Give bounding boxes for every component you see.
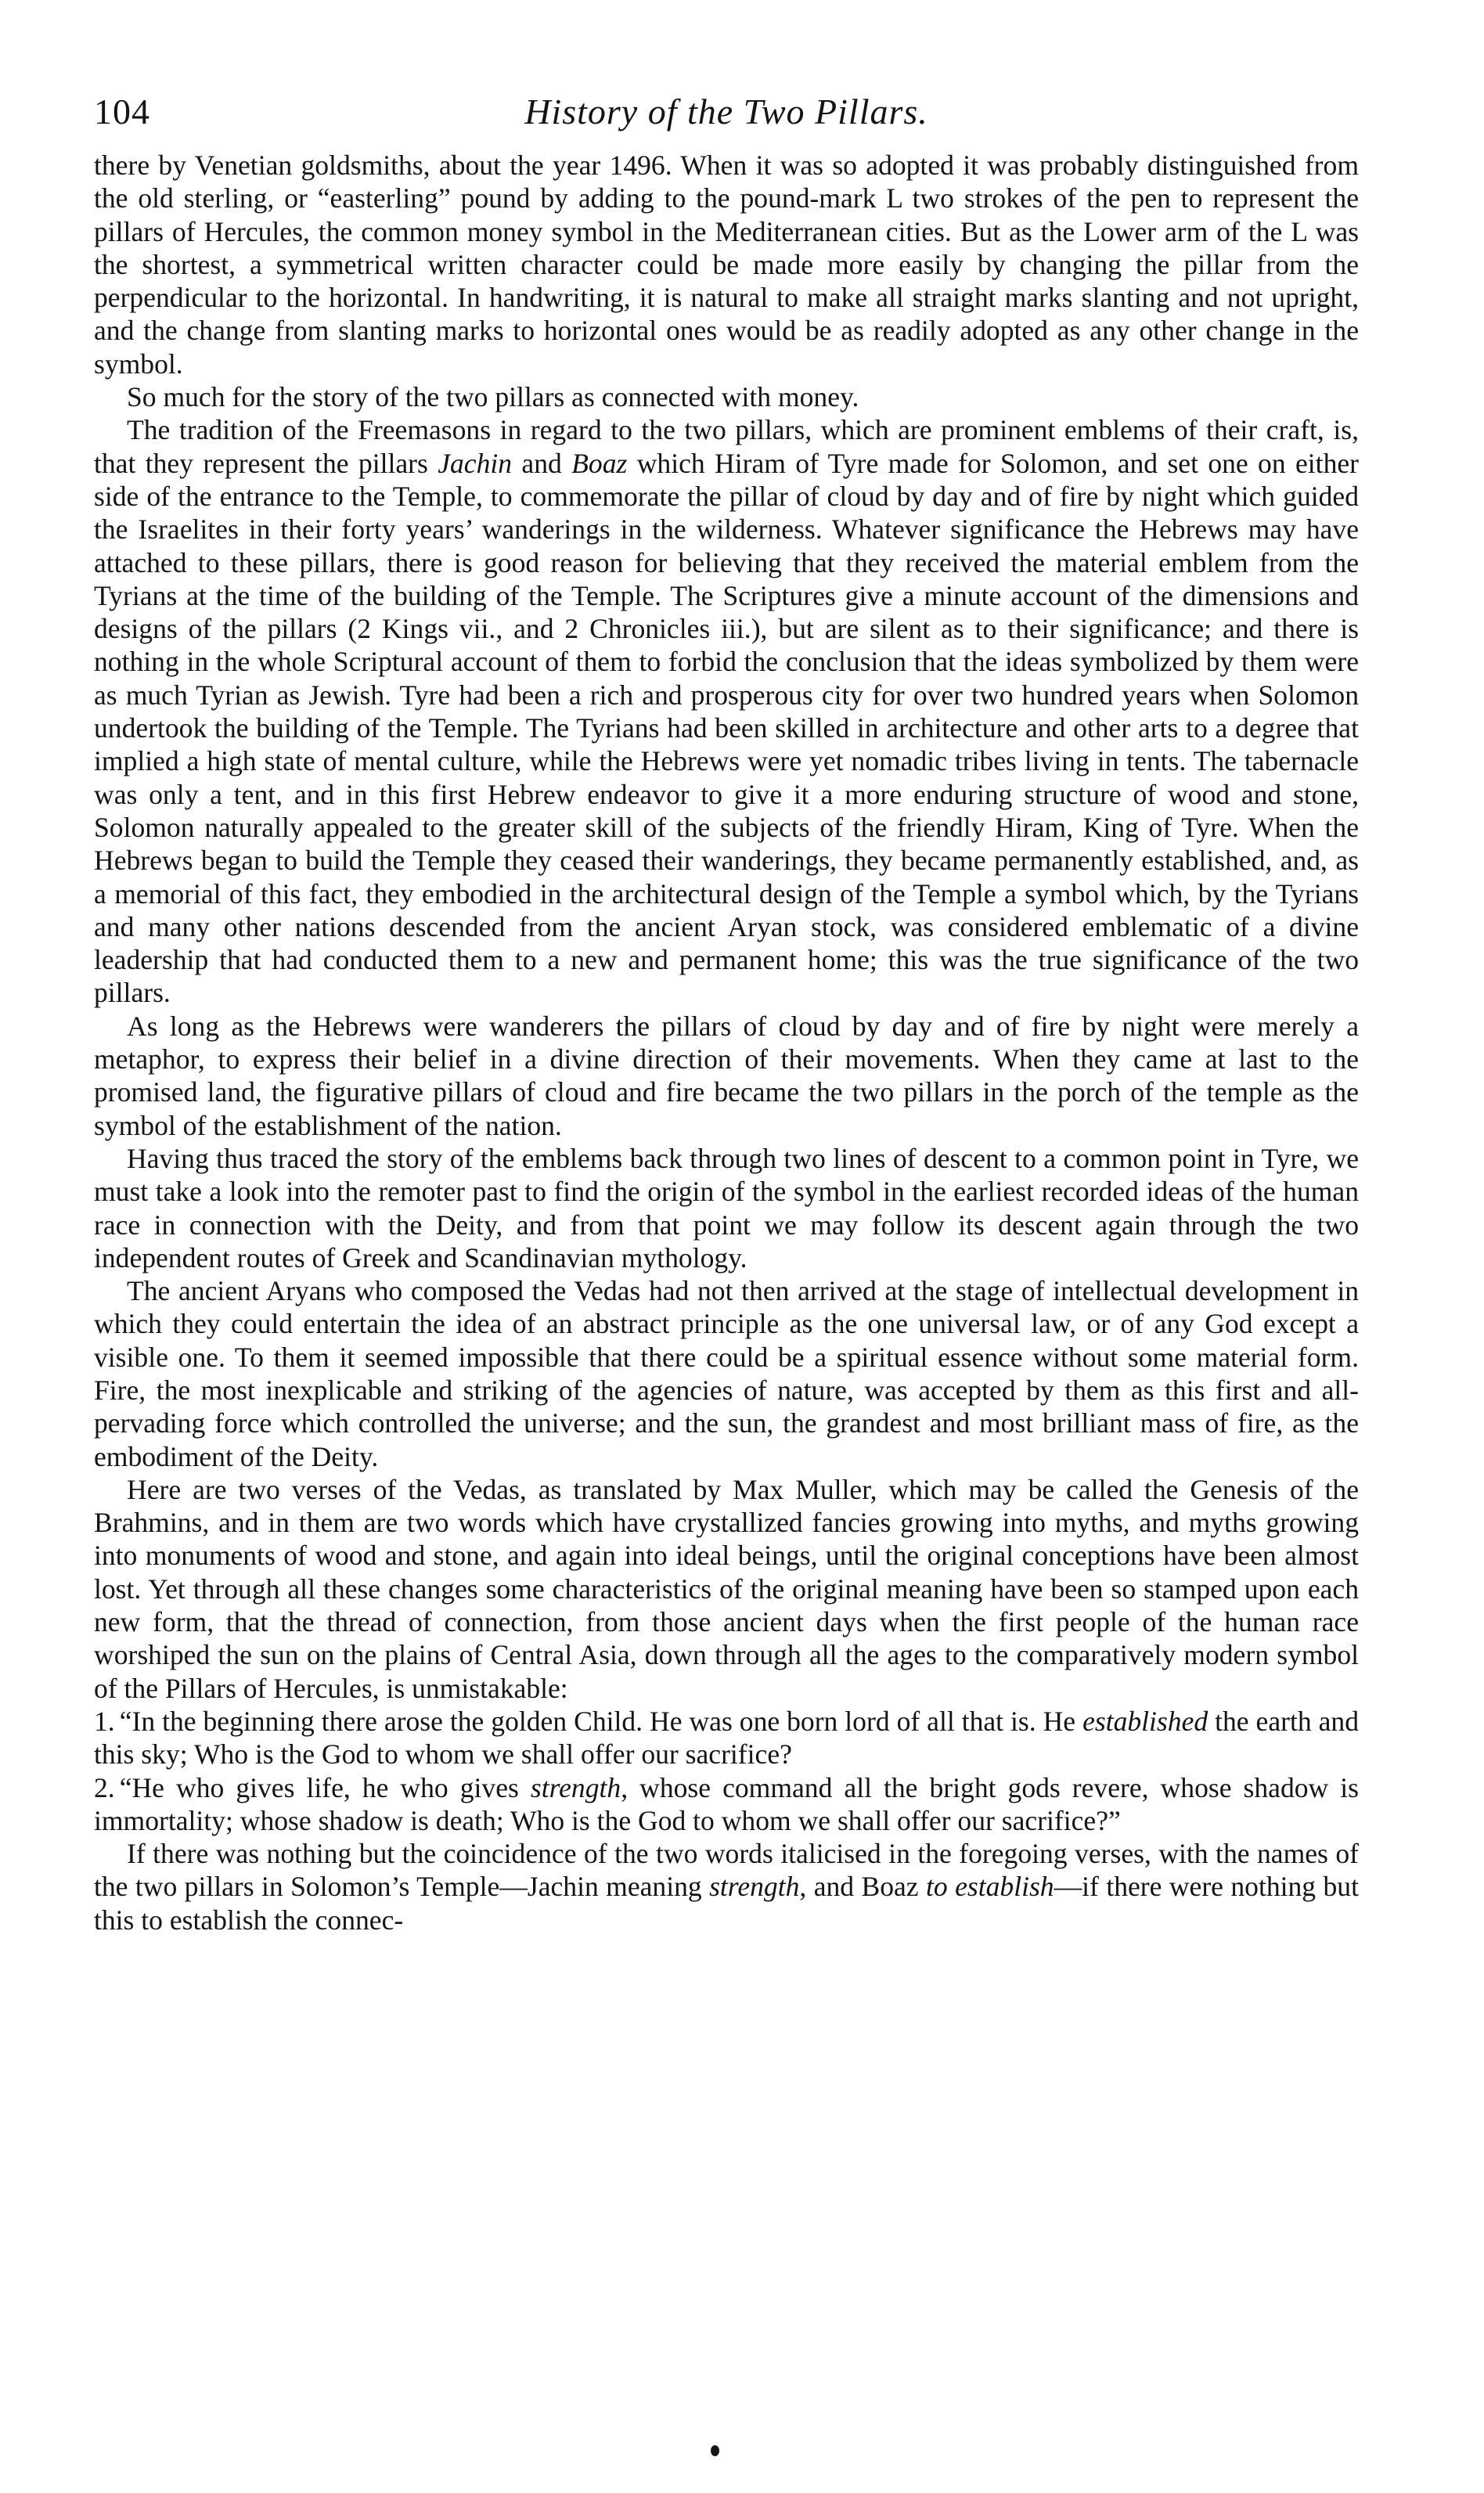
italic-term-strength: strength: [530, 1771, 621, 1803]
italic-term-boaz: Boaz: [571, 447, 628, 479]
text-run: and: [512, 447, 572, 479]
verse-number: 1.: [94, 1705, 115, 1737]
running-title: History of the Two Pillars.: [524, 92, 928, 131]
paragraph-vedas-verses-intro: Here are two verses of the Vedas, as translated by Max Muller, which may be called the Genesis of the Brahmins, and in them are two words which have crystallized fancies growing into myths, and myths growing into monuments of wood and stone, and again into ideal beings, until the original conceptions have been almost lost. Yet through all these changes some characteristics of the original meaning have been so stamped upon each new form, that the thread of connection, from those ancient days when the first people of the human race worshiped the sun on the plains of Central Asia, down through all the ages to the comparatively modern symbol of the Pillars of Hercules, is unmistakable:: [94, 1473, 1359, 1704]
paragraph-lines-of-descent: Having thus traced the story of the emblems back through two lines of descent to a common point in Tyre, we must take a look into the remoter past to find the origin of the symbol in the earliest recorded ideas of the human race in connection with the Deity, and from that point we may follow its descent again through the two independent routes of Greek and Scandinavian mythology.: [94, 1142, 1359, 1274]
italic-term-strength: strength: [709, 1871, 800, 1903]
running-head: [94, 77, 1359, 147]
text-run: “In the beginning there arose the golden Child. He was one born lord of all that is. He: [119, 1705, 1083, 1737]
text-run: the earth and this sky; Who is the God to whom we shall offer our sacrifice?: [94, 1705, 1359, 1771]
italic-term-to-establish: to establish: [926, 1871, 1054, 1903]
paragraph-hebrews-wanderers: As long as the Hebrews were wanderers the pillars of cloud by day and of fire by night were merely a metaphor, to express their belief in a divine direction of their movements. When they came at last to the promised land, the figurative pillars of cloud and fire became the two pillars in the porch of the temple as the symbol of the establishment of the nation.: [94, 1010, 1359, 1141]
text-run: which Hiram of Tyre made for Solomon, and set one on either side of the entrance to the Temple, to commemorate the pillar of cloud by day and of fire by night which guided the Israelites in their forty years’ wanderings in the wilderness. Whatever significance the Hebrews may have attached to these pillars, there is good reason for believing that they received the material emblem from the Tyrians at the time of the building of the Temple. The Scriptures give a minute account of the dimensions and designs of the pillars (2 Kings vii., and 2 Chronicles iii.), but are silent as to their significance; and there is nothing in the whole Scriptural account of them to forbid the conclusion that the ideas symbolized by them were as much Tyrian as Jewish. Tyre had been a rich and prosperous city for over two hundred years when Solomon undertook the building of the Temple. The Tyrians had been skilled in architecture and other arts to a degree that implied a high state of mental culture, while the Hebrews were yet nomadic tribes living in tents. The tabernacle was only a tent, and in this first Hebrew endeavor to give it a more enduring structure of wood and stone, Solomon naturally appealed to the greater skill of the subjects of the friendly Hiram, King of Tyre. When the Hebrews began to build the Temple they ceased their wanderings, they became permanently established, and, as a memorial of this fact, they embodied in the architectural design of the Temple a symbol which, by the Tyrians and many other nations descended from the ancient Aryan stock, was considered emblematic of a divine leadership that had conducted them to a new and permanent home; this was the true significance of the two pillars.: [94, 447, 1359, 1009]
paragraph-coincidence-of-words: [94, 1837, 1359, 1936]
text-run: If there was nothing but the coincidence of the two words italicised in the foregoing verses, with the names of the two pillars in Solomon’s Temple—Jachin meaning: [94, 1838, 1359, 1903]
body-text: [94, 149, 1359, 1936]
italic-term-established: established: [1082, 1705, 1208, 1737]
text-run: The tradition of the Freemasons in regard to the two pillars, which are prominent emblems of their craft, is, that they represent the pillars: [94, 414, 1359, 479]
text-run: “He who gives life, he who gives: [119, 1771, 531, 1803]
paragraph-freemasons-tradition: [94, 413, 1359, 1009]
text-run: —if there were nothing but this to establish the connec-: [94, 1871, 1359, 1936]
verse-number: 2.: [94, 1771, 115, 1803]
page-number: 104: [94, 92, 150, 131]
paragraph-venetian-goldsmiths: there by Venetian goldsmiths, about the year 1496. When it was so adopted it was probably distinguished from the old sterling, or “easterling” pound by adding to the pound-mark L two strokes of the pen to represent the pillars of Hercules, the common money symbol in the Mediterranean cities. But as the Lower arm of the L was the shortest, a symmetrical written character could be made more easily by changing the pillar from the perpendicular to the horizontal. In handwriting, it is natural to make all straight marks slanting and not upright, and the change from slanting marks to horizontal ones would be as readily adopted as any other change in the symbol.: [94, 150, 1359, 380]
italic-term-jachin: Jachin: [438, 447, 513, 479]
text-run: , whose command all the bright gods revere, whose shadow is immortality; whose shadow is death; Who is the God to whom we shall offer our sacrifice?”: [94, 1771, 1359, 1836]
text-run: , and Boaz: [799, 1871, 926, 1903]
verse-1: [94, 1705, 1359, 1771]
paragraph-story-of-money: So much for the story of the two pillars as connected with money.: [127, 381, 859, 413]
verse-2: [94, 1771, 1359, 1838]
ink-mark: [711, 2445, 719, 2456]
paragraph-ancient-aryans: The ancient Aryans who composed the Vedas had not then arrived at the stage of intellectual development in which they could entertain the idea of an abstract principle as the one universal law, or of any God except a visible one. To them it seemed impossible that there could be a spiritual essence without some material form. Fire, the most inexplicable and striking of the agencies of nature, was accepted by them as this first and all-pervading force which controlled the universe; and the sun, the grandest and most brilliant mass of fire, as the embodiment of the Deity.: [94, 1275, 1359, 1472]
